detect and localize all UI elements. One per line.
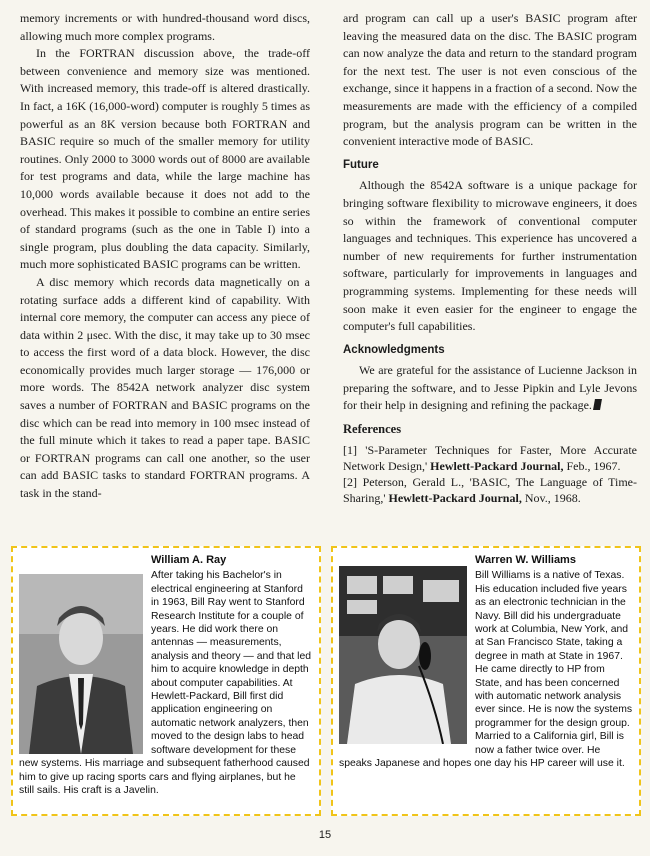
references-heading: References	[343, 422, 402, 437]
author-bio-text: Bill Williams is a native of Texas. His education included five years as an electronic technician in the Navy. Bill did his undergraduate work at Columbia, New York, and at San Francisco State, taking a degree in math at State in 1967. He came directly to HP from State, and has been concerned with automatic network analysis ever since. He is now the systems programmer for the design group. Married to a California girl, Bill is now a father twice over. He speaks Japanese and hopes one day his HP career will use it.	[339, 570, 633, 770]
left-text-column	[20, 10, 310, 503]
paragraph: In the FORTRAN discussion above, the trade-off between convenience and memory size was mentioned. With increased memory, this trade-off is altered drastically. In fact, a 16K (16,000-word) computer is roughly 5 times as powerful as an 8K version because both FORTRAN and BASIC require so much of the smaller memory for utility routines. Only 2000 to 3000 words out of 8000 are available for test programs and data, while the large machine has 10,000 words available because it does not add to the overhead. This makes it possible to combine an entire series of standard programs (such as the one in Table I) into a single program, plus doubling the data capacity. Similarly, much more sophisticated BASIC programs can be written.	[20, 46, 310, 272]
author-photo	[19, 574, 143, 754]
reference-journal: Hewlett-Packard Journal,	[430, 458, 564, 473]
future-heading: Future	[343, 158, 379, 171]
reference-date: Feb., 1967.	[566, 458, 621, 473]
author-bio-text: After taking his Bachelor's in electrical engineering at Stanford in 1963, Bill Ray went to Stanford Research Institute for a couple of years. He did work there on antennas — measurements, analysis and theory — and that led him to acquire knowledge in depth about computer capabilities. At Hewlett-Packard, Bill first did application engineering on automatic network analyzers, then moved to the design labs to head software development for these new systems. His marriage and subsequent fatherhood caused him to give up racing sports cars and flying airplanes, but he still sails. His craft is a Javelin.	[19, 570, 311, 796]
page-number: 15	[318, 829, 332, 841]
right-text-column	[343, 10, 637, 506]
author-photo	[339, 566, 467, 744]
end-mark-icon	[593, 399, 602, 410]
portrait-placeholder-icon	[19, 574, 143, 754]
portrait-placeholder-icon	[339, 566, 467, 744]
reference-title: [2] Peterson, Gerald L., 'BASIC, The Language of Time-Sharing,'	[343, 474, 637, 505]
author-name: William A. Ray	[151, 554, 227, 566]
paragraph: ard program can call up a user's BASIC program after leaving the measured data on the disc. The BASIC program can now analyze the data and return to the standard program for the next test. The user is not even conscious of the exchange, since it happens in a fraction of a second. Now the measurements are made with the efficiency of a compiled program, but the analysis program can be written in the convenient interactive mode of BASIC.	[343, 11, 637, 149]
reference-item	[343, 442, 637, 474]
reference-title: [1] 'S-Parameter Techniques for Faster, More Accurate Network Design,'	[343, 442, 637, 473]
author-bio-ray	[11, 546, 321, 816]
acknowledgments-text: We are grateful for the assistance of Lucienne Jackson in preparing the software, and to Jesse Pipkin and Lyle Jevons for their help in designing and refining the package.	[343, 363, 637, 413]
paragraph: A disc memory which records data magnetically on a rotating surface adds a different kind of capability. With internal core memory, the computer can access any piece of data within 2 μsec. With the disc, it may take up to 30 msec to access the first word of a data block. However, the disc economically provides much larger storage — 176,000 or more words. The 8542A network analyzer disc system saves a number of FORTRAN and BASIC programs on the disc which can be read into memory in 100 msec instead of the full minute which it takes to read a paper tape. BASIC or FORTRAN programs can call one another, so the user can add BASIC tasks to standard FORTRAN programs. A task in the stand-	[20, 274, 310, 501]
reference-item	[343, 474, 637, 506]
reference-journal: Hewlett-Packard Journal,	[388, 490, 522, 505]
author-bio-williams	[331, 546, 641, 816]
reference-date: Nov., 1968.	[524, 490, 581, 505]
author-name: Warren W. Williams	[475, 554, 576, 566]
paragraph: memory increments or with hundred-thousand word discs, allowing much more complex programs.	[20, 11, 310, 43]
paragraph: Although the 8542A software is a unique package for bringing software flexibility to microwave engineers, it does so within the framework of conventional computer languages and techniques. This experience has uncovered a number of new requirements for further instrumentation software, particularly for improvements in languages and programming systems. Implementing for these needs will soon make it even easier for the engineer to engage the computer's full capabilities.	[343, 178, 637, 334]
acknowledgments-heading: Acknowledgments	[343, 343, 445, 356]
acknowledgments-paragraph	[343, 362, 637, 415]
